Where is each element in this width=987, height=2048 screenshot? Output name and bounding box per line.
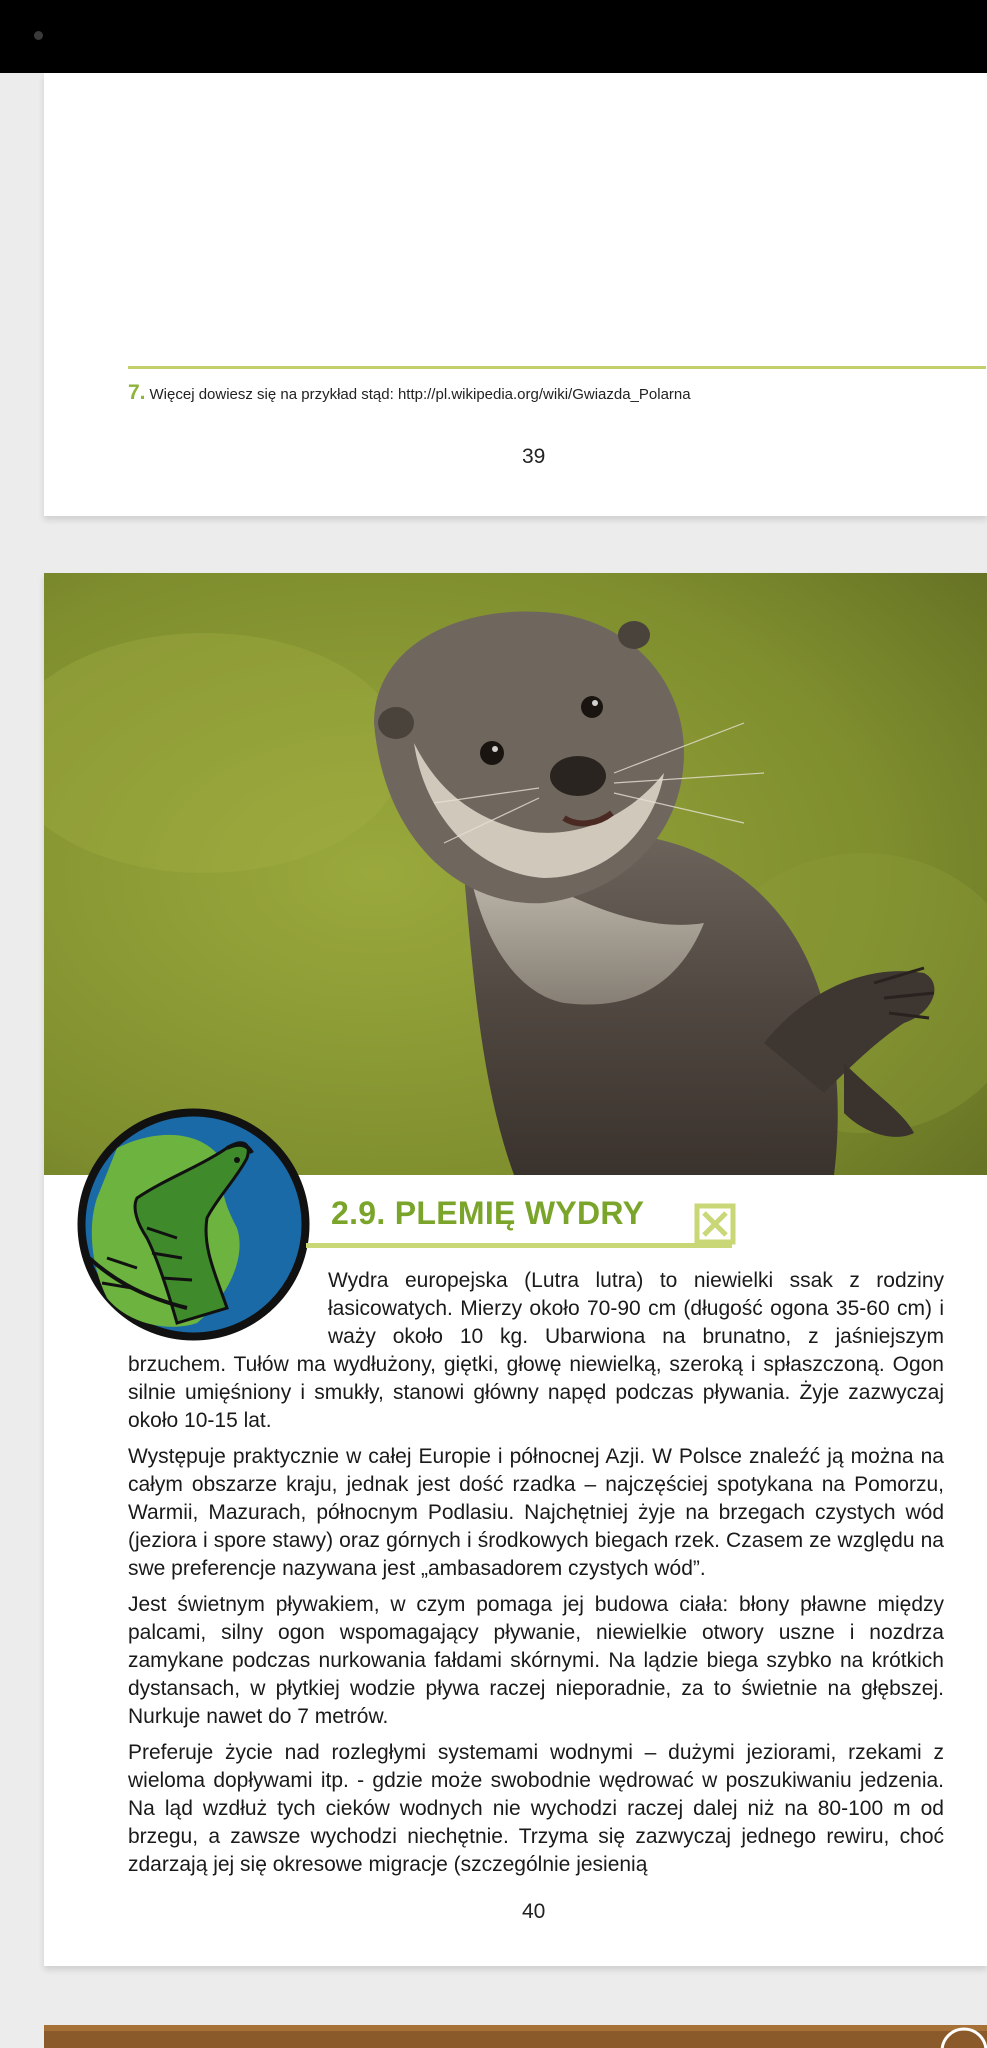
document-page-39[interactable] [44,73,987,516]
body-text [128,1267,944,1887]
document-page-40[interactable] [44,573,987,1966]
document-page-41-preview[interactable] [44,2025,987,2048]
paragraph: Występuje praktycznie w całej Europie i północnej Azji. W Polsce znaleźć ją można na całym obszarze kraju, jednak jest dość rzadka – najczęściej spotykana na Pomorzu, Warmii, Mazurach, północnym Podlasiu. Najchętniej żyje na brzegach czystych wód (jeziora i spore stawy) oraz górnych i środkowych biegach rzek. Czasem ze względu na swe preferencje nazywana jest „ambasadorem czystych wód”. [128,1445,944,1580]
camera-dot-icon [34,31,43,40]
footnote-divider [128,366,986,369]
next-page-photo [44,2025,987,2048]
title-underline [306,1243,732,1248]
paragraph: Jest świetnym pływakiem, w czym pomaga jej budowa ciała: błony pławne między palcami, silny ogon wspomagający pływanie, niewielkie otwory uszne i nozdrza zamykane podczas nurkowania fałdami skórnymi. Na lądzie biega szybko na krótkich dystansach, w płytkiej wodzie pływa raczej nieporadnie, za to świetnie na głębszej. Nurkuje nawet do 7 metrów. [128,1593,944,1728]
status-bar [0,0,987,73]
footnote-text: Więcej dowiesz się na przykład stąd: http://pl.wikipedia.org/wiki/Gwiazda_Polarna [149,386,691,403]
footnote [128,381,987,405]
section-title: 2.9. PLEMIĘ WYDRY [331,1195,645,1231]
paragraph: Wydra europejska (Lutra lutra) to niewielki ssak z rodziny łasicowatych. Mierzy około 70-90 cm (długość ogona 35-60 cm) i waży około 10 kg. Ubarwiona na brunatno, z jaśniejszym brzuchem. Tułów ma wydłużony, giętki, głowę niewielką, szeroką i spłaszczoną. Ogon silnie umięśniony i smukły, stanowi główny napęd podczas pływania. Żyje zazwyczaj około 10-15 lat. [128,1269,944,1432]
crossed-box-icon [694,1203,736,1245]
paragraph: Preferuje życie nad rozległymi systemami wodnymi – dużymi jeziorami, rzekami z wieloma dopływami itp. - gdzie może swobodnie wędrować w poszukiwaniu jedzenia. Na ląd wzdłuż tych cieków wodnych nie wychodzi raczej dalej niż na 80-100 m od brzegu, a zawsze wychodzi niechętnie. Trzyma się zazwyczaj jednego rewiru, choć zdarzają jej się okresowe migracje (szczególnie jesienią [128,1741,944,1876]
page-number: 40 [522,1900,546,1923]
page-number: 39 [522,445,546,468]
footnote-number: 7. [128,381,146,404]
otter-photo [44,573,987,1175]
